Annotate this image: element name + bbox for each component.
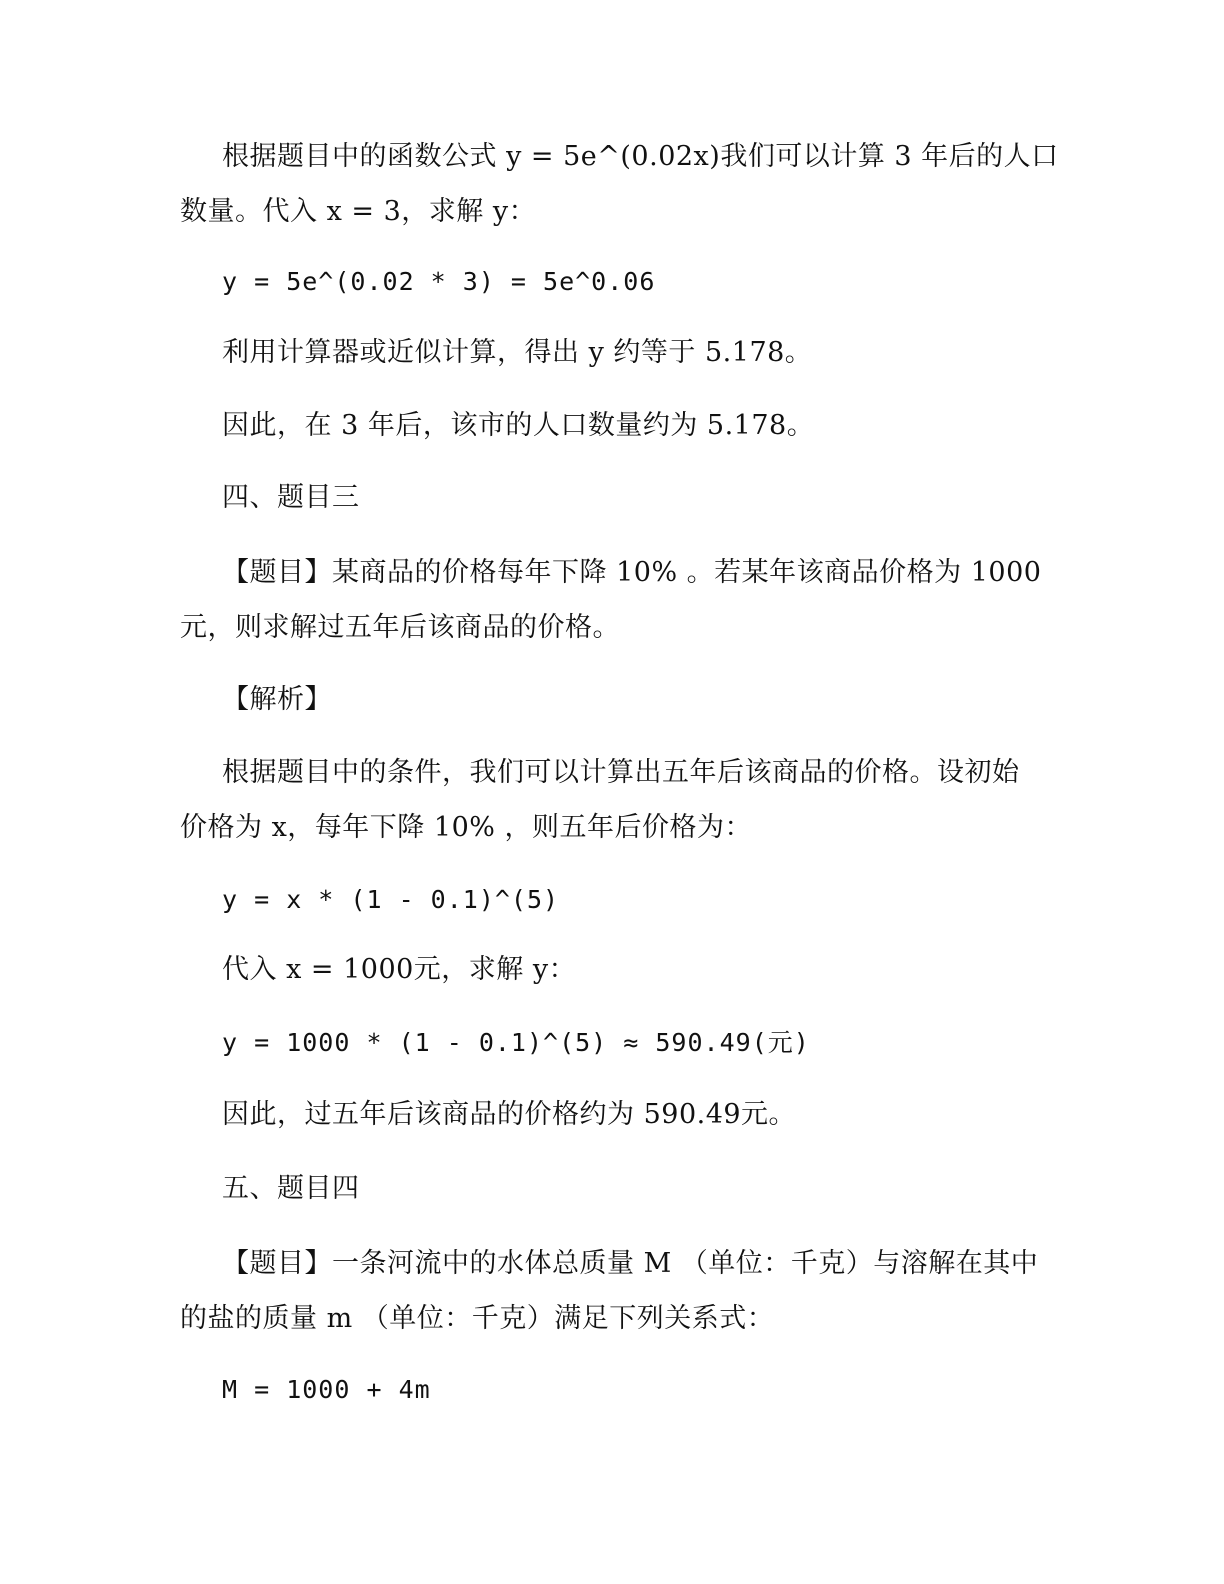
formula-mass: M = 1000 + 4m — [222, 1375, 431, 1404]
paragraph-p6-line2: 元，则求解过五年后该商品的价格。 — [180, 612, 620, 643]
paragraph-p8-line2: 价格为 x，每年下降 10% ，则五年后价格为： — [180, 812, 752, 843]
paragraph-p10: 代入 x = 1000元，求解 y： — [222, 954, 577, 985]
formula-price-result: y = 1000 * (1 - 0.1)^(5) ≈ 590.49(元) — [222, 1028, 810, 1057]
section-heading-3: 四、题目三 — [222, 482, 360, 513]
analysis-heading: 【解析】 — [222, 684, 332, 715]
formula-population: y = 5e^(0.02 * 3) = 5e^0.06 — [222, 267, 656, 296]
section-heading-4: 五、题目四 — [222, 1173, 360, 1204]
paragraph-p1-line1: 根据题目中的函数公式 y = 5e^(0.02x)我们可以计算 3 年后的人口 — [222, 141, 1059, 172]
paragraph-p14-line2: 的盐的质量 m （单位：千克）满足下列关系式： — [180, 1303, 775, 1334]
paragraph-p8-line1: 根据题目中的条件，我们可以计算出五年后该商品的价格。设初始 — [222, 757, 1020, 788]
formula-price: y = x * (1 - 0.1)^(5) — [222, 885, 560, 914]
paragraph-p3: 利用计算器或近似计算，得出 y 约等于 5.178。 — [222, 337, 813, 368]
paragraph-p14-line1: 【题目】一条河流中的水体总质量 M （单位：千克）与溶解在其中 — [222, 1248, 1039, 1279]
paragraph-p12: 因此，过五年后该商品的价格约为 590.49元。 — [222, 1099, 797, 1130]
paragraph-p1-line2: 数量。代入 x = 3，求解 y： — [180, 196, 537, 227]
paragraph-p6-line1: 【题目】某商品的价格每年下降 10% 。若某年该商品价格为 1000 — [222, 557, 1042, 588]
paragraph-p4: 因此，在 3 年后，该市的人口数量约为 5.178。 — [222, 410, 815, 441]
